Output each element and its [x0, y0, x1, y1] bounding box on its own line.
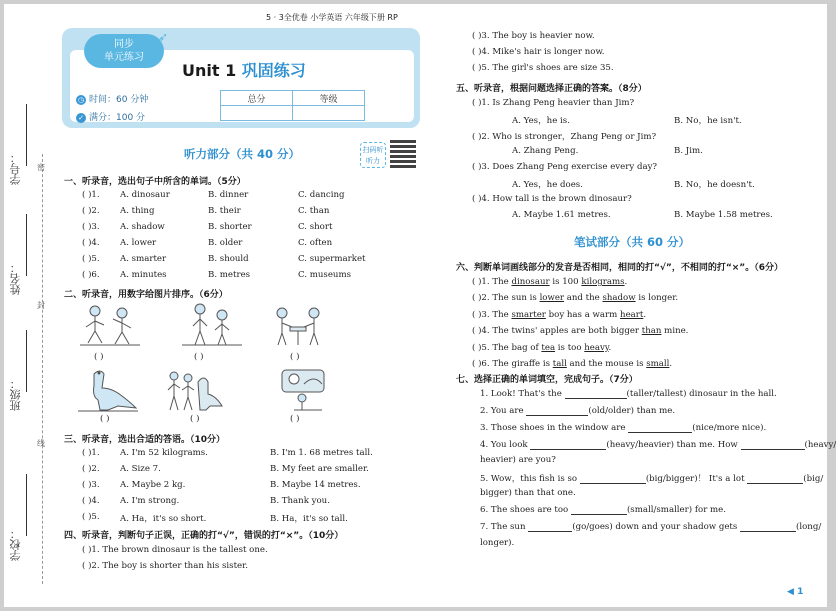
q7-text: (heavy/ — [804, 440, 836, 450]
q7-text: 3. Those shoes in the window are — [480, 423, 626, 433]
q3-option-b: B. Maybe 14 metres. — [270, 480, 361, 490]
q5-option-b: B. Maybe 1.58 metres. — [674, 210, 773, 220]
q3-row-number: ( )4. — [82, 496, 100, 506]
q6-text: . — [643, 309, 647, 320]
q3-option-a: A. Maybe 2 kg. — [120, 480, 186, 490]
tag-line: 单元练习 — [104, 52, 144, 63]
underlined-word: heavy — [584, 342, 609, 353]
q7-text: (big/bigger)！ It's a lot — [645, 474, 745, 484]
q6-text: . — [608, 342, 612, 353]
q4-row: ( )2. The boy is shorter than his sister. — [82, 561, 249, 571]
q1-option-b: B. metres — [208, 270, 251, 280]
q1-option-b: B. shorter — [208, 222, 252, 232]
header-panel — [62, 28, 420, 128]
underlined-word: heart — [620, 309, 644, 320]
q6-text: is too — [555, 342, 585, 353]
q7-text: 2. You are — [480, 406, 524, 416]
listening-title: 听力部分（共 40 分） — [184, 147, 301, 161]
answer-blank[interactable] — [528, 523, 572, 532]
q1-option-c: C. than — [298, 206, 330, 216]
q1-option-a: A. shadow — [120, 222, 165, 232]
q6-row — [472, 277, 627, 287]
q6-text: ( )5. The bag of — [472, 342, 542, 353]
underlined-word: lower — [539, 293, 565, 304]
q5-option-a: A. Yes，he is. — [512, 116, 570, 126]
score-info — [76, 110, 145, 123]
answer-paren[interactable]: ( ) — [194, 352, 204, 362]
page-icon: ◀ — [787, 587, 794, 597]
full-text: 满分：100 分 — [89, 113, 146, 123]
q7-text: 4. You look — [480, 440, 528, 450]
question-6-heading: 六、判断单词画线部分的发音是否相同，相同的打“√”，不相同的打“×”。（6分） — [456, 263, 783, 273]
q6-text: and the — [564, 293, 603, 304]
q3-row-number: ( )5. — [82, 512, 100, 522]
time-info — [76, 92, 148, 105]
underlined-word: smarter — [511, 309, 546, 320]
q1-option-a: A. smarter — [120, 254, 167, 264]
score-header-total: 总分 — [221, 91, 293, 106]
answer-blank[interactable] — [628, 424, 692, 433]
class-field[interactable] — [26, 330, 27, 392]
q7-text: (heavy/heavier) than me. How — [606, 440, 738, 450]
q1-row-number: ( )5. — [82, 254, 100, 264]
answer-blank[interactable] — [741, 441, 805, 450]
unit-tag — [84, 34, 164, 68]
q5-option-b: B. No，he doesn't. — [674, 180, 755, 190]
q5-option-b: B. Jim. — [674, 146, 703, 156]
picture-dinosaur — [78, 366, 138, 412]
q1-option-a: A. minutes — [120, 270, 167, 280]
q6-text: is 100 — [549, 277, 582, 287]
number-label: 学号： — [9, 152, 22, 185]
q1-option-b: B. their — [208, 206, 241, 216]
q7-text: (long/ — [796, 522, 822, 532]
q1-row-number: ( )1. — [82, 190, 100, 200]
q3-option-b: B. I'm 1. 68 metres tall. — [270, 448, 373, 458]
tag-line: 同步 — [114, 39, 134, 50]
q1-row-number: ( )6. — [82, 270, 100, 280]
picture-kids-compare-height — [182, 301, 242, 347]
q7-line-4-cont: heavier) are you? — [480, 455, 556, 465]
q1-option-c: C. short — [298, 222, 333, 232]
q1-option-a: A. dinosaur — [120, 190, 170, 200]
answer-paren[interactable]: ( ) — [94, 352, 104, 362]
q6-text: ( )4. The twins' apples are both bigger — [472, 326, 642, 337]
q7-line-4 — [480, 440, 836, 450]
qr-code-icon[interactable] — [390, 140, 416, 168]
q6-row — [472, 343, 611, 353]
time-text: 时间：60 分钟 — [89, 95, 149, 105]
answer-paren[interactable]: ( ) — [100, 414, 110, 424]
q1-row-number: ( )2. — [82, 206, 100, 216]
underlined-word: small — [646, 359, 670, 369]
page-number-text: 1 — [797, 587, 804, 597]
q1-option-b: B. should — [208, 254, 249, 264]
underlined-word: dinosaur — [511, 277, 550, 287]
answer-blank[interactable] — [530, 441, 606, 450]
q7-line-7 — [480, 522, 821, 532]
q7-text: (taller/tallest) dinosaur in the hall. — [626, 389, 777, 399]
q7-line-2 — [480, 406, 675, 416]
q4-row: ( )3. The boy is heavier now. — [472, 31, 595, 41]
question-1-heading: 一、听录音，选出句子中所含的单词。（5分） — [64, 177, 246, 187]
q4-row: ( )5. The girl's shoes are size 35. — [472, 63, 614, 73]
check-icon: ✓ — [76, 113, 86, 123]
q6-row — [472, 293, 678, 303]
q7-text: 6. The shoes are too — [480, 505, 569, 515]
q7-text: 7. The sun — [480, 522, 526, 532]
q6-text: ( )3. The — [472, 309, 512, 320]
school-field[interactable] — [26, 474, 27, 536]
picture-kids-at-table — [268, 301, 328, 347]
q5-question: ( )3. Does Zhang Peng exercise every day? — [472, 162, 658, 172]
question-5-heading: 五、听录音，根据问题选择正确的答案。（8分） — [456, 84, 647, 94]
school-label: 学校： — [9, 528, 22, 561]
q3-row-number: ( )3. — [82, 480, 100, 490]
underlined-word: tall — [552, 359, 567, 369]
q6-row — [472, 359, 672, 369]
answer-blank[interactable] — [526, 407, 588, 416]
answer-paren[interactable]: ( ) — [290, 414, 300, 424]
q5-question: ( )4. How tall is the brown dinosaur? — [472, 194, 632, 204]
class-label: 班级： — [9, 378, 22, 411]
seal-mark: 线 — [37, 439, 45, 448]
page-number — [787, 587, 817, 601]
question-3-heading: 三、听录音，选出合适的答语。（10分） — [64, 435, 226, 445]
q5-question: ( )1. Is Zhang Peng heavier than Jim? — [472, 98, 635, 108]
q7-text: 1. Look! That's the — [480, 389, 562, 399]
q4-row: ( )1. The brown dinosaur is the tallest one. — [82, 545, 268, 555]
q7-line-1 — [480, 389, 777, 399]
q1-option-c: C. supermarket — [298, 254, 366, 264]
underlined-word: shadow — [602, 293, 636, 304]
title-topic: 巩固练习 — [241, 61, 306, 80]
q6-text: is longer. — [635, 293, 679, 304]
picture-kids-with-dinosaur — [164, 366, 224, 412]
q1-row-number: ( )4. — [82, 238, 100, 248]
unit-title — [182, 58, 306, 81]
q7-line-7-cont: longer). — [480, 538, 515, 548]
q7-text: (small/smaller) for me. — [626, 505, 726, 515]
writing-title: 笔试部分（共 60 分） — [574, 235, 691, 249]
qr-area — [360, 138, 416, 170]
q5-option-a: A. Zhang Peng. — [512, 146, 579, 156]
seal-mark: 封 — [37, 301, 45, 310]
score-header-grade: 等级 — [293, 91, 365, 106]
q1-option-b: B. dinner — [208, 190, 249, 200]
q1-option-a: A. lower — [120, 238, 157, 248]
cut-line — [42, 154, 43, 584]
q5-option-b: B. No，he isn't. — [674, 116, 742, 126]
q7-text: (go/goes) down and your shadow gets — [572, 522, 738, 532]
title-unit: Unit 1 — [182, 61, 242, 80]
q3-option-a: A. Ha，it's so short. — [120, 514, 207, 524]
answer-blank[interactable] — [747, 475, 803, 484]
q1-option-b: B. older — [208, 238, 243, 248]
q7-line-6 — [480, 505, 726, 515]
q1-row-number: ( )3. — [82, 222, 100, 232]
q5-option-a: A. Yes，he does. — [512, 180, 583, 190]
q3-row-number: ( )1. — [82, 448, 100, 458]
q6-text: . — [669, 359, 673, 369]
q6-text: . — [624, 277, 628, 287]
q1-option-c: C. museums — [298, 270, 352, 280]
q3-option-b: B. Thank you. — [270, 496, 330, 506]
worksheet-page — [4, 4, 836, 607]
q7-text: (nice/more nice). — [692, 423, 767, 433]
picture-shadow-scene — [272, 366, 332, 412]
q4-row: ( )4. Mike's hair is longer now. — [472, 47, 605, 57]
q6-text: ( )6. The giraffe is — [472, 359, 553, 369]
score-cell-total[interactable] — [221, 106, 293, 121]
answer-paren[interactable]: ( ) — [290, 352, 300, 362]
binding-strip — [4, 4, 62, 607]
question-2-heading: 二、听录音，用数字给图片排序。（6分） — [64, 290, 228, 300]
score-table — [220, 90, 365, 121]
name-field[interactable] — [26, 214, 27, 276]
q7-line-5 — [480, 472, 823, 484]
answer-blank[interactable] — [565, 390, 627, 399]
q3-row-number: ( )2. — [82, 464, 100, 474]
name-label: 姓名： — [9, 262, 22, 295]
q6-text: boy has a warm — [545, 309, 621, 320]
q3-option-b: B. Ha，it's so tall. — [270, 514, 348, 524]
score-cell-grade[interactable] — [293, 106, 365, 121]
q5-question: ( )2. Who is stronger，Zhang Peng or Jim? — [472, 132, 657, 142]
q7-line-5-cont: bigger) than that one. — [480, 488, 576, 498]
rocket-icon: ➶ — [158, 30, 169, 44]
answer-blank[interactable] — [580, 475, 646, 484]
q3-option-a: A. I'm strong. — [120, 496, 180, 506]
q3-option-a: A. Size 7. — [120, 464, 161, 474]
answer-paren[interactable]: ( ) — [190, 414, 200, 424]
q1-option-c: C. often — [298, 238, 333, 248]
q5-option-a: A. Maybe 1.61 metres. — [512, 210, 611, 220]
number-field[interactable] — [26, 104, 27, 166]
q6-text: ( )2. The sun is — [472, 293, 540, 304]
question-4-heading: 四、听录音，判断句子正误，正确的打“√”，错误的打“×”。（10分） — [64, 531, 344, 541]
seal-mark: 密 — [37, 163, 45, 172]
underlined-word: tea — [541, 342, 556, 353]
qr-label: 扫码听听力 — [360, 142, 386, 168]
q6-text: ( )1. The — [472, 277, 512, 287]
q3-option-b: B. My feet are smaller. — [270, 464, 369, 474]
question-7-heading: 七、选择正确的单词填空，完成句子。（7分） — [456, 375, 638, 385]
underlined-word: kilograms — [581, 277, 625, 287]
q3-option-a: A. I'm 52 kilograms. — [120, 448, 208, 458]
q7-text: (old/older) than me. — [588, 406, 676, 416]
q1-option-a: A. thing — [120, 206, 155, 216]
q7-line-3 — [480, 423, 766, 433]
q7-text: (big/ — [803, 474, 824, 484]
q6-row — [472, 326, 688, 336]
book-info: 5 · 3全优卷 小学英语 六年级下册 RP — [266, 13, 398, 22]
underlined-word: than — [641, 326, 662, 337]
q7-text: 5. Wow，this fish is so — [480, 474, 578, 484]
q6-text: mine. — [661, 326, 689, 337]
q6-text: and the mouse is — [566, 359, 647, 369]
answer-blank[interactable] — [740, 523, 796, 532]
answer-blank[interactable] — [571, 506, 627, 515]
q1-option-c: C. dancing — [298, 190, 345, 200]
q6-row — [472, 310, 646, 320]
picture-kids-running — [80, 301, 140, 347]
clock-icon: ◷ — [77, 95, 85, 104]
